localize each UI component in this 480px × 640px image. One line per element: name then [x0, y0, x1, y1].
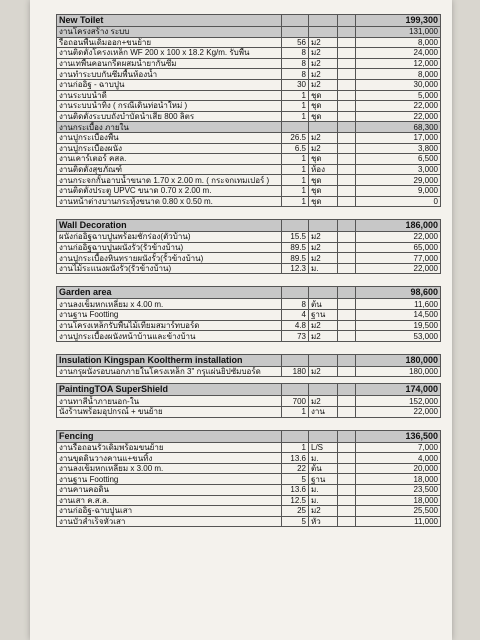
item-quantity: 89.5	[282, 242, 309, 253]
item-quantity: 700	[282, 396, 309, 407]
blank-cell	[338, 37, 356, 48]
item-description: นั่งร้านพร้อมอุปกรณ์ + ขนย้าย	[57, 407, 282, 418]
blank-cell	[338, 175, 356, 186]
blank-cell	[338, 58, 356, 69]
item-description: งานขุดดินวางคานแ+ขนทิ้ง	[57, 453, 282, 464]
item-unit: ห้อง	[309, 164, 338, 175]
item-amount: 17,000	[356, 132, 441, 143]
item-amount: 22,000	[356, 407, 441, 418]
blank-cell	[338, 463, 356, 474]
blank-cell	[338, 196, 356, 207]
item-description: งานก่ออิฐ - ฉาบปูน	[57, 79, 282, 90]
item-quantity	[282, 122, 309, 133]
blank-cell	[338, 453, 356, 464]
blank-cell	[338, 516, 356, 527]
line-item-row	[57, 442, 441, 453]
item-amount: 8,000	[356, 37, 441, 48]
item-unit: ต้น	[309, 463, 338, 474]
item-quantity: 8	[282, 48, 309, 59]
item-amount: 136,500	[356, 430, 441, 442]
line-item-row	[57, 164, 441, 175]
item-quantity: 1	[282, 90, 309, 101]
subsection-row	[57, 122, 441, 133]
item-quantity	[282, 384, 309, 396]
line-item-row	[57, 485, 441, 496]
item-description: งานปูกระเบื้องหินทรายผนังรั้ว(รั้วข้างบ้าน)	[57, 253, 282, 264]
blank-cell	[338, 220, 356, 232]
item-description: งานโครงเหล็กรับพื้นไม้เทียมสมาร์ทบอร์ด	[57, 320, 282, 331]
item-description: งานปูกระเบื้องผนัง	[57, 143, 282, 154]
item-amount: 180,000	[356, 354, 441, 366]
line-item-row	[57, 299, 441, 310]
item-unit: ชุด	[309, 111, 338, 122]
item-amount: 199,300	[356, 15, 441, 27]
line-item-row	[57, 132, 441, 143]
item-quantity: 5	[282, 516, 309, 527]
item-description: รื้อถอนพื้นเดิมออก+ขนย้าย	[57, 37, 282, 48]
item-amount: 12,000	[356, 58, 441, 69]
blank-cell	[338, 430, 356, 442]
section-header-row	[57, 384, 441, 396]
blank-cell	[338, 331, 356, 342]
blank-cell	[338, 69, 356, 80]
item-amount: 11,600	[356, 299, 441, 310]
item-unit: ม2	[309, 37, 338, 48]
blank-cell	[338, 299, 356, 310]
item-description: งานหน้าต่างบานกระทุ้งขนาด 0.80 x 0.50 m.	[57, 196, 282, 207]
line-item-row	[57, 253, 441, 264]
item-unit	[309, 220, 338, 232]
item-amount: 18,000	[356, 474, 441, 485]
item-quantity: 1	[282, 175, 309, 186]
item-description: Insulation Kingspan Kooltherm installation	[57, 354, 282, 366]
item-unit: L/S	[309, 442, 338, 453]
line-item-row	[57, 111, 441, 122]
line-item-row	[57, 506, 441, 517]
line-item-row	[57, 232, 441, 243]
item-quantity: 1	[282, 154, 309, 165]
item-amount: 23,500	[356, 485, 441, 496]
line-item-row	[57, 320, 441, 331]
item-amount: 174,000	[356, 384, 441, 396]
line-item-row	[57, 185, 441, 196]
blank-cell	[338, 143, 356, 154]
item-description: Wall Decoration	[57, 220, 282, 232]
item-quantity: 13.6	[282, 453, 309, 464]
blank-cell	[338, 310, 356, 321]
line-item-row	[57, 154, 441, 165]
item-unit	[309, 354, 338, 366]
blank-cell	[338, 101, 356, 112]
line-item-row	[57, 263, 441, 274]
item-unit	[309, 122, 338, 133]
item-amount: 3,000	[356, 164, 441, 175]
blank-cell	[338, 27, 356, 38]
blank-cell	[338, 474, 356, 485]
blank-cell	[338, 232, 356, 243]
section-header-row	[57, 354, 441, 366]
item-quantity: 15.5	[282, 232, 309, 243]
item-quantity: 5	[282, 474, 309, 485]
item-unit: ม2	[309, 506, 338, 517]
item-description: งานฐาน Footting	[57, 310, 282, 321]
item-quantity: 30	[282, 79, 309, 90]
item-amount: 4,000	[356, 453, 441, 464]
item-quantity: 8	[282, 69, 309, 80]
item-quantity: 1	[282, 185, 309, 196]
item-quantity: 1	[282, 196, 309, 207]
item-amount: 131,000	[356, 27, 441, 38]
item-amount: 180,000	[356, 366, 441, 377]
item-description: Garden area	[57, 287, 282, 299]
blank-cell	[338, 396, 356, 407]
item-unit: ม.	[309, 495, 338, 506]
item-quantity: 26.5	[282, 132, 309, 143]
item-description: งานก่ออิฐ-ฉาบปูนเสา	[57, 506, 282, 517]
line-item-row	[57, 69, 441, 80]
blank-cell	[338, 263, 356, 274]
item-quantity: 8	[282, 299, 309, 310]
line-item-row	[57, 310, 441, 321]
item-description: งานเทพื้นคอนกรีตผสมน้ำยากันซึม	[57, 58, 282, 69]
item-unit: ชุด	[309, 154, 338, 165]
item-unit: ม2	[309, 69, 338, 80]
item-unit: งาน	[309, 407, 338, 418]
line-item-row	[57, 453, 441, 464]
blank-cell	[338, 407, 356, 418]
line-item-row	[57, 37, 441, 48]
item-description: งานบัวสำเร็จหัวเสา	[57, 516, 282, 527]
item-description: งานลงเข็มหกเหลี่ยม x 4.00 m.	[57, 299, 282, 310]
line-item-row	[57, 101, 441, 112]
item-amount: 22,000	[356, 232, 441, 243]
item-unit: หัว	[309, 516, 338, 527]
item-unit: ม2	[309, 396, 338, 407]
item-amount: 0	[356, 196, 441, 207]
item-amount: 152,000	[356, 396, 441, 407]
item-quantity: 56	[282, 37, 309, 48]
item-quantity	[282, 287, 309, 299]
line-item-row	[57, 90, 441, 101]
item-amount: 98,600	[356, 287, 441, 299]
section-header-row	[57, 287, 441, 299]
item-description: งานติดตั้งโครงเหล็ก WF 200 x 100 x 18.2 Kg/m. รับพื้น	[57, 48, 282, 59]
item-quantity: 12.3	[282, 263, 309, 274]
item-amount: 68,300	[356, 122, 441, 133]
item-unit: ม2	[309, 253, 338, 264]
item-amount: 8,000	[356, 69, 441, 80]
item-description: งานติดตั้งระบบถังบำบัดน้ำเสีย 800 ลิตร	[57, 111, 282, 122]
item-description: PaintingTOA SuperShield	[57, 384, 282, 396]
blank-cell	[338, 384, 356, 396]
item-quantity: 22	[282, 463, 309, 474]
item-amount: 7,000	[356, 442, 441, 453]
item-unit: ชุด	[309, 101, 338, 112]
item-amount: 22,000	[356, 101, 441, 112]
section-header-row	[57, 430, 441, 442]
item-quantity: 1	[282, 407, 309, 418]
quotation-table-body	[57, 15, 441, 527]
item-unit: ชุด	[309, 175, 338, 186]
item-unit	[309, 287, 338, 299]
item-amount: 22,000	[356, 111, 441, 122]
quotation-sheet	[30, 0, 452, 640]
item-description: งานกรุผนังรอบนอกภายในโครงเหล็ก 3" กรุแผ่นยิปซั่มบอร์ด	[57, 366, 282, 377]
item-description: งานลงเข็มหกเหลี่ยม x 3.00 m.	[57, 463, 282, 474]
item-quantity: 1	[282, 442, 309, 453]
item-amount: 65,000	[356, 242, 441, 253]
item-description: งานติดตั้งประตู UPVC ขนาด 0.70 x 2.00 m.	[57, 185, 282, 196]
line-item-row	[57, 474, 441, 485]
item-quantity: 1	[282, 164, 309, 175]
item-amount: 14,500	[356, 310, 441, 321]
item-quantity: 8	[282, 58, 309, 69]
item-quantity: 1	[282, 111, 309, 122]
blank-cell	[338, 366, 356, 377]
item-description: งานรื้อถอนรั้วเดิมพร้อมขนย้าย	[57, 442, 282, 453]
line-item-row	[57, 331, 441, 342]
item-unit	[309, 15, 338, 27]
item-description: Fencing	[57, 430, 282, 442]
blank-cell	[338, 442, 356, 453]
item-quantity: 6.5	[282, 143, 309, 154]
item-amount: 186,000	[356, 220, 441, 232]
item-amount: 9,000	[356, 185, 441, 196]
line-item-row	[57, 48, 441, 59]
subsection-row	[57, 27, 441, 38]
item-description: งานเสา ค.ส.ล.	[57, 495, 282, 506]
item-unit: ชุด	[309, 185, 338, 196]
blank-cell	[338, 354, 356, 366]
item-description: งานเคาร์เตอร์ คสล.	[57, 154, 282, 165]
line-item-row	[57, 396, 441, 407]
blank-cell	[338, 495, 356, 506]
item-unit: ม.	[309, 453, 338, 464]
item-amount: 25,500	[356, 506, 441, 517]
section-header-row	[57, 15, 441, 27]
line-item-row	[57, 463, 441, 474]
item-description: ผนังก่ออิฐฉาบปูนพร้อมชักร่อง(ตัวบ้าน)	[57, 232, 282, 243]
item-amount: 11,000	[356, 516, 441, 527]
item-quantity: 4	[282, 310, 309, 321]
item-unit: ม.	[309, 485, 338, 496]
item-unit: ม2	[309, 242, 338, 253]
item-quantity: 1	[282, 101, 309, 112]
line-item-row	[57, 196, 441, 207]
item-quantity	[282, 430, 309, 442]
blank-cell	[338, 185, 356, 196]
item-description: งานปูกระเบื้องพื้น	[57, 132, 282, 143]
item-unit: ฐาน	[309, 310, 338, 321]
item-unit: ม2	[309, 132, 338, 143]
item-unit: ม2	[309, 143, 338, 154]
item-amount: 53,000	[356, 331, 441, 342]
item-unit	[309, 27, 338, 38]
item-unit: ชุด	[309, 196, 338, 207]
item-amount: 29,000	[356, 175, 441, 186]
item-unit	[309, 384, 338, 396]
item-unit: ม2	[309, 366, 338, 377]
item-amount: 24,000	[356, 48, 441, 59]
item-description: งานระบบน้ำทิ้ง ( กรณีเดินท่อน้ำใหม่ )	[57, 101, 282, 112]
item-description: งานระบบน้ำดี	[57, 90, 282, 101]
item-description: งานติดตั้งสุขภัณฑ์	[57, 164, 282, 175]
item-description: งานไม้ระแนงผนังรั้ว(รั้วข้างบ้าน)	[57, 263, 282, 274]
item-description: งานคานคอดิน	[57, 485, 282, 496]
section-header-row	[57, 220, 441, 232]
spacer-cell	[57, 377, 441, 384]
blank-cell	[338, 154, 356, 165]
blank-cell	[338, 122, 356, 133]
item-unit: ม2	[309, 320, 338, 331]
line-item-row	[57, 407, 441, 418]
blank-cell	[338, 320, 356, 331]
item-unit: ม2	[309, 232, 338, 243]
item-amount: 5,000	[356, 90, 441, 101]
item-quantity	[282, 15, 309, 27]
blank-cell	[338, 79, 356, 90]
line-item-row	[57, 242, 441, 253]
item-description: งานทาสีน้ำภายนอก-ใน	[57, 396, 282, 407]
item-amount: 30,000	[356, 79, 441, 90]
blank-cell	[338, 287, 356, 299]
blank-cell	[338, 242, 356, 253]
blank-cell	[338, 506, 356, 517]
line-item-row	[57, 495, 441, 506]
item-quantity	[282, 27, 309, 38]
item-amount: 3,800	[356, 143, 441, 154]
item-amount: 6,500	[356, 154, 441, 165]
item-unit: ม2	[309, 48, 338, 59]
blank-cell	[338, 485, 356, 496]
item-unit: ฐาน	[309, 474, 338, 485]
item-description: งานโครงสร้าง ระบบ	[57, 27, 282, 38]
item-amount: 77,000	[356, 253, 441, 264]
item-quantity: 25	[282, 506, 309, 517]
item-description: งานทำระบบกันซึมพื้นห้องน้ำ	[57, 69, 282, 80]
item-amount: 20,000	[356, 463, 441, 474]
item-quantity: 12.5	[282, 495, 309, 506]
item-description: New Toilet	[57, 15, 282, 27]
line-item-row	[57, 143, 441, 154]
item-amount: 18,000	[356, 495, 441, 506]
item-unit	[309, 430, 338, 442]
item-quantity: 180	[282, 366, 309, 377]
blank-cell	[338, 164, 356, 175]
item-unit: ม2	[309, 331, 338, 342]
item-quantity: 13.6	[282, 485, 309, 496]
line-item-row	[57, 175, 441, 186]
blank-cell	[338, 132, 356, 143]
blank-cell	[338, 253, 356, 264]
blank-cell	[338, 48, 356, 59]
item-amount: 19,500	[356, 320, 441, 331]
item-unit: ชุด	[309, 90, 338, 101]
line-item-row	[57, 366, 441, 377]
blank-cell	[338, 111, 356, 122]
blank-cell	[338, 15, 356, 27]
quotation-table	[56, 14, 441, 527]
line-item-row	[57, 58, 441, 69]
line-item-row	[57, 516, 441, 527]
item-description: งานปูกระเบื้องผนังหน้าบ้านและข้างบ้าน	[57, 331, 282, 342]
item-quantity: 89.5	[282, 253, 309, 264]
item-description: งานกระจกกั้นอาบน้ำขนาด 1.70 x 2.00 m. ( กระจกเทมเปอร์ )	[57, 175, 282, 186]
line-item-row	[57, 79, 441, 90]
item-quantity: 4.8	[282, 320, 309, 331]
item-unit: ม.	[309, 263, 338, 274]
item-description: งานฐาน Footting	[57, 474, 282, 485]
item-description: งานก่ออิฐฉาบปูนผนังรั้ว(รั้วข้างบ้าน)	[57, 242, 282, 253]
item-unit: ม2	[309, 79, 338, 90]
item-amount: 22,000	[356, 263, 441, 274]
item-quantity	[282, 220, 309, 232]
spacer-row	[57, 377, 441, 384]
item-description: งานกระเบื้อง ภายใน	[57, 122, 282, 133]
item-quantity	[282, 354, 309, 366]
item-unit: ต้น	[309, 299, 338, 310]
item-unit: ม2	[309, 58, 338, 69]
item-quantity: 73	[282, 331, 309, 342]
blank-cell	[338, 90, 356, 101]
